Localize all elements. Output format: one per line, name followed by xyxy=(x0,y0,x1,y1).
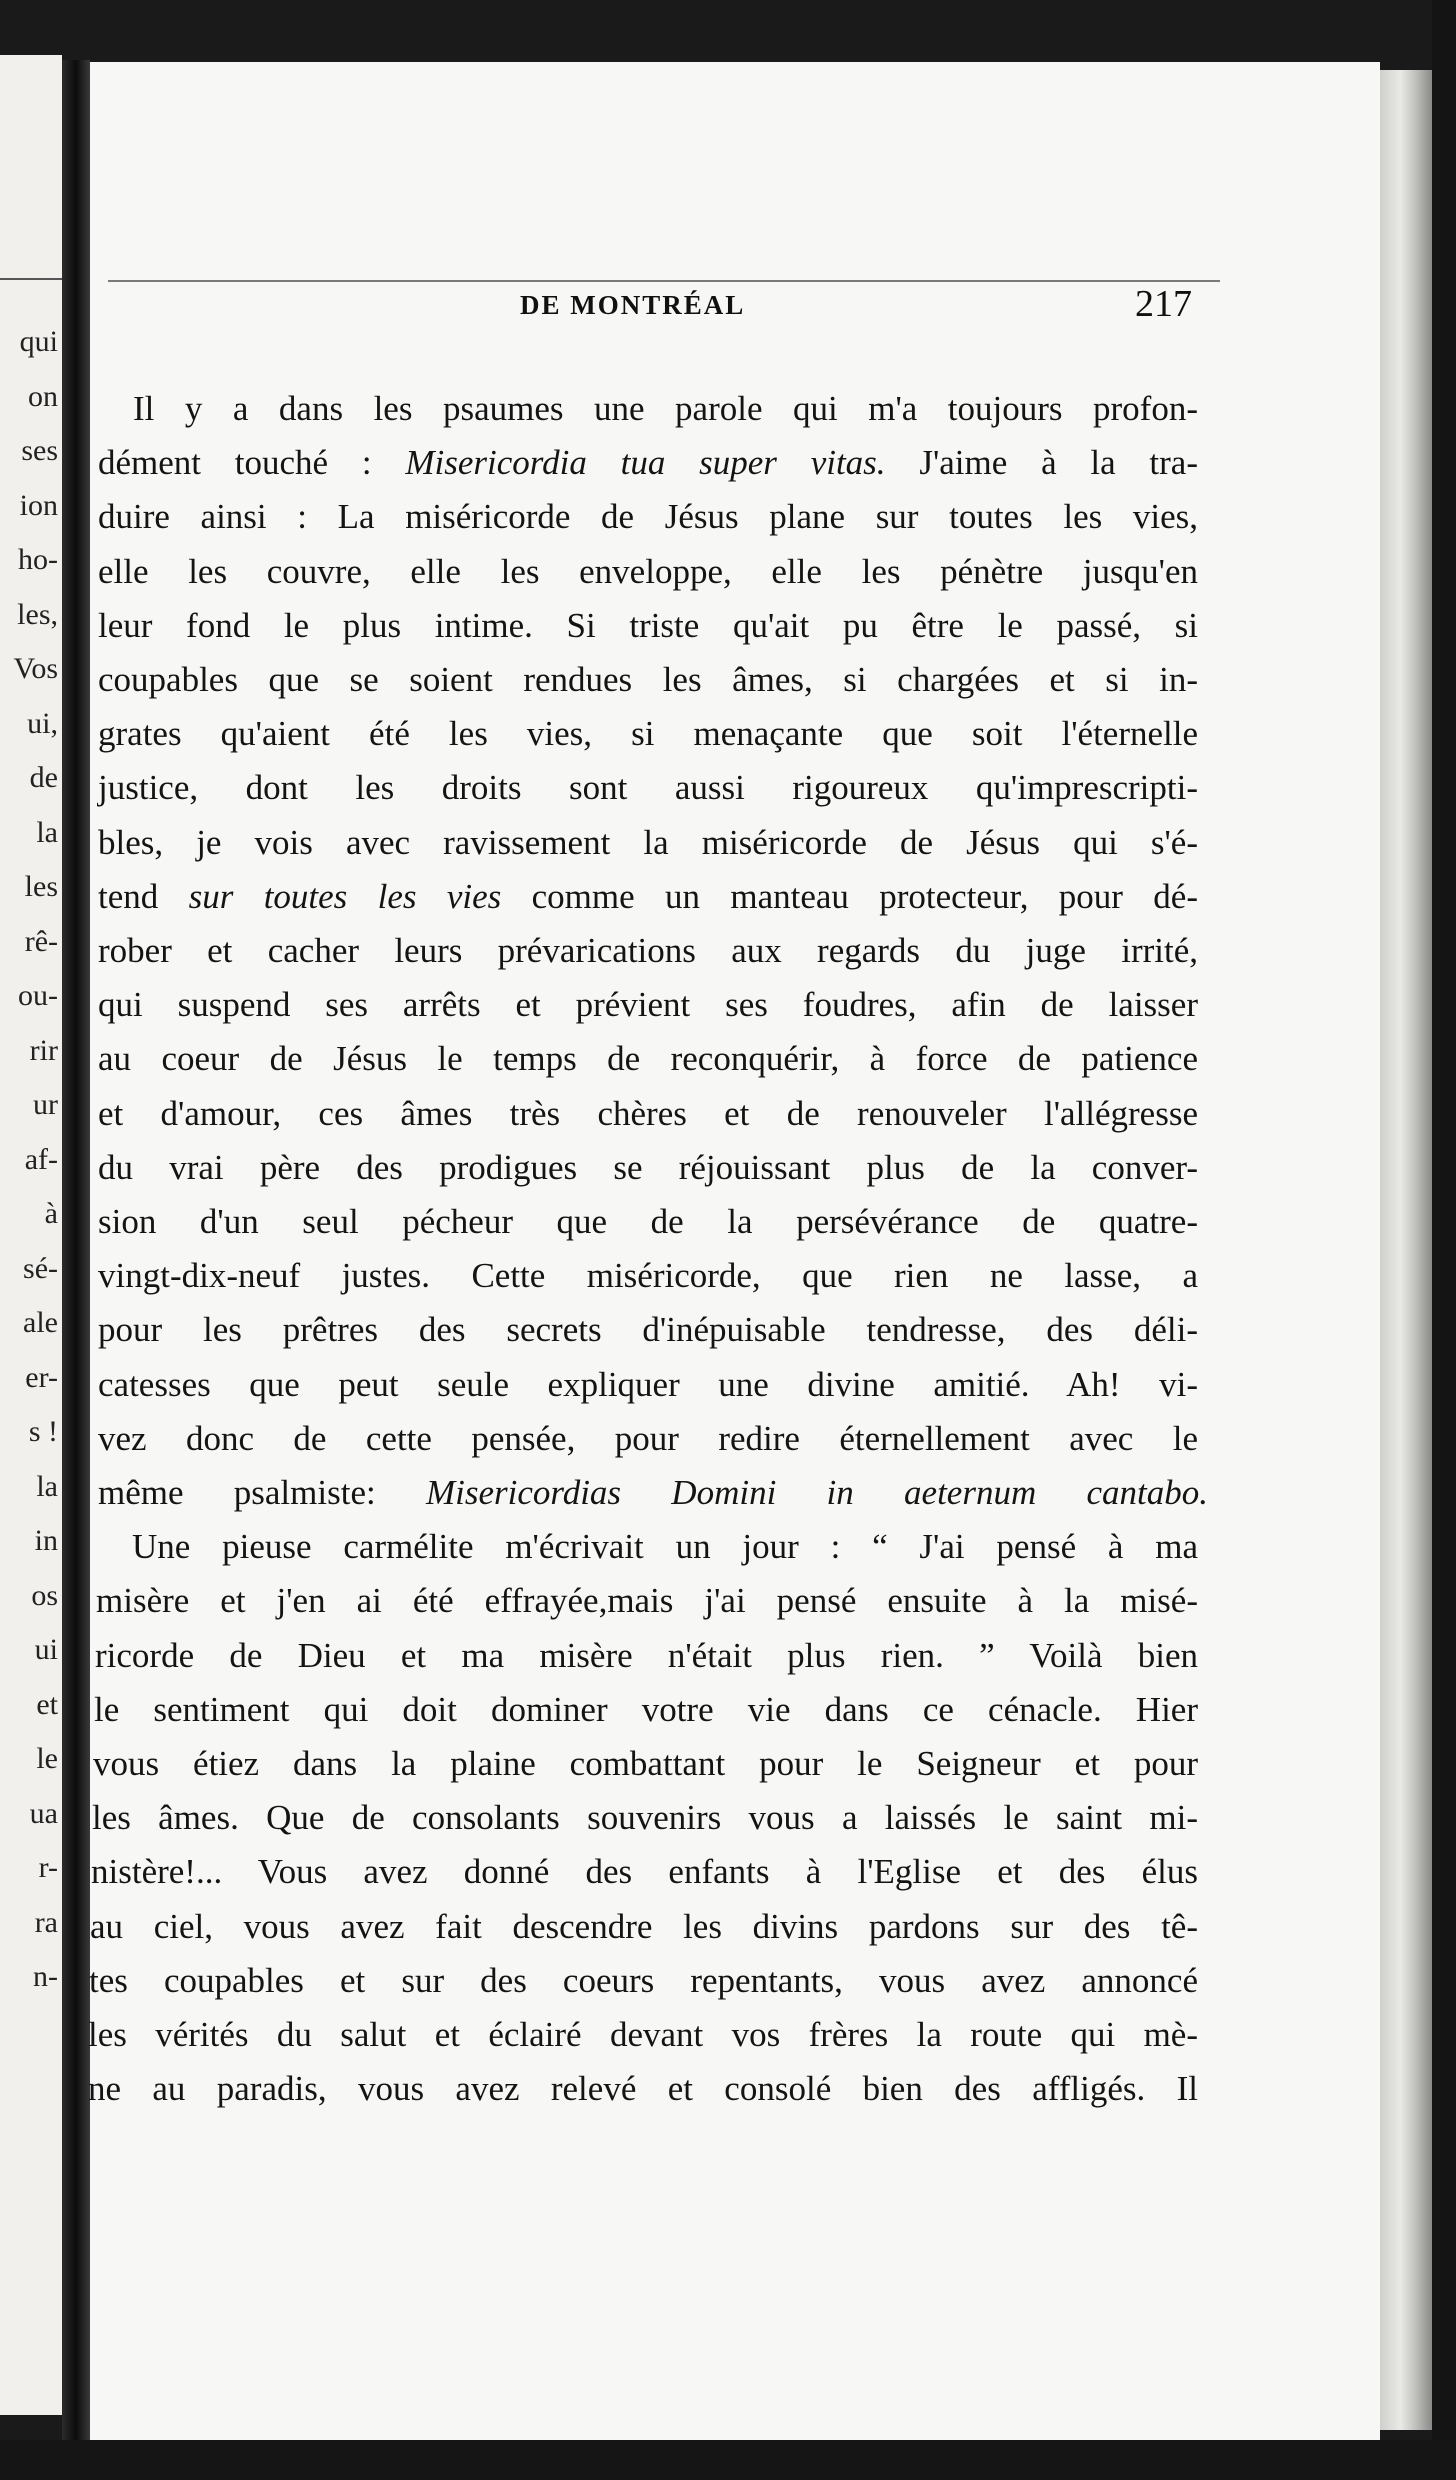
text-line: qui suspend ses arrêts et prévient ses foudres, afin de laisser xyxy=(98,985,1198,1025)
text-line: au ciel, vous avez fait descendre les divins pardons sur des tê- xyxy=(90,1906,1198,1946)
facing-page-text-fragment: rir xyxy=(29,1033,58,1067)
text-line: même psalmiste: Misericordias Domini in aeternum cantabo. xyxy=(98,1473,1208,1512)
book-page xyxy=(90,62,1380,2440)
page-stack-edge xyxy=(1380,70,1432,2430)
text-line: les âmes. Que de consolants souvenirs vous a laissés le saint mi- xyxy=(92,1798,1198,1838)
text-line: elle les couvre, elle les enveloppe, elle les pénètre jusqu'en xyxy=(98,551,1198,591)
text-line: dément touché : Misericordia tua super vitas. J'aime à la tra- xyxy=(98,443,1198,483)
text-line: bles, je vois avec ravissement la miséricorde de Jésus qui s'é- xyxy=(98,822,1198,862)
text-line: coupables que se soient rendues les âmes, si chargées et si in- xyxy=(98,660,1198,699)
text-line: ricorde de Dieu et ma misère n'était plus rien. ” Voilà bien xyxy=(95,1635,1198,1675)
facing-page-rule xyxy=(0,278,62,280)
facing-page-text-fragment: la xyxy=(36,1469,58,1503)
facing-page-fragment xyxy=(0,55,62,2415)
text-line: vingt-dix-neuf justes. Cette miséricorde, que rien ne lasse, a xyxy=(98,1256,1198,1296)
facing-page-text-fragment: sé- xyxy=(23,1251,58,1285)
facing-page-text-fragment: ou- xyxy=(18,979,58,1012)
page-header xyxy=(90,282,1380,332)
text-line: pour les prêtres des secrets d'inépuisable tendresse, des déli- xyxy=(98,1310,1198,1350)
facing-page-text-fragment: ui, xyxy=(27,706,58,740)
text-line: tend sur toutes les vies comme un manteau protecteur, pour dé- xyxy=(98,876,1198,916)
text-line: Il y a dans les psaumes une parole qui m'a toujours profon- xyxy=(133,389,1198,428)
text-line: au coeur de Jésus le temps de reconquérir, à force de patience xyxy=(98,1039,1198,1079)
book-gutter xyxy=(62,60,90,2440)
text-line: le sentiment qui doit dominer votre vie dans ce cénacle. Hier xyxy=(94,1689,1198,1729)
text-line: du vrai père des prodigues se réjouissant plus de la conver- xyxy=(98,1147,1198,1187)
facing-page-text-fragment: af- xyxy=(24,1142,58,1176)
facing-page-text-fragment: de xyxy=(29,761,58,794)
header-rule xyxy=(108,280,1220,282)
text-line: les vérités du salut et éclairé devant vos frères la route qui mè- xyxy=(88,2015,1198,2054)
facing-page-text-fragment: Vos xyxy=(13,652,58,685)
scan-border-bottom xyxy=(0,2440,1456,2480)
facing-page-text-fragment: les xyxy=(24,870,58,903)
facing-page-text-fragment: ale xyxy=(23,1306,58,1339)
facing-page-text-fragment: qui xyxy=(19,325,58,358)
text-line: duire ainsi : La miséricorde de Jésus plane sur toutes les vies, xyxy=(98,497,1198,537)
scan-border-right xyxy=(1432,0,1456,2480)
facing-page-text-fragment: r- xyxy=(38,1851,58,1884)
facing-page-text-fragment: à xyxy=(44,1197,58,1230)
facing-page-text-fragment: in xyxy=(34,1524,58,1557)
facing-page-text-fragment: ur xyxy=(33,1088,58,1121)
text-line: leur fond le plus intime. Si triste qu'ait pu être le passé, si xyxy=(98,605,1198,645)
facing-page-text-fragment: os xyxy=(31,1578,58,1612)
text-line: vez donc de cette pensée, pour redire éternellement avec le xyxy=(98,1418,1198,1458)
text-line: nistère!... Vous avez donné des enfants à l'Eglise et des élus xyxy=(91,1852,1198,1892)
facing-page-text-fragment: ion xyxy=(19,488,58,522)
text-line: ne au paradis, vous avez relevé et consolé bien des affligés. Il xyxy=(88,2069,1198,2109)
facing-page-text-fragment: la xyxy=(36,815,58,849)
text-line: justice, dont les droits sont aussi rigoureux qu'imprescripti- xyxy=(98,768,1198,808)
facing-page-text-fragment: et xyxy=(36,1687,58,1721)
text-line: tes coupables et sur des coeurs repentants, vous avez annoncé xyxy=(89,1960,1198,2000)
text-line: rober et cacher leurs prévarications aux regards du juge irrité, xyxy=(98,931,1198,970)
text-line: grates qu'aient été les vies, si menaçante que soit l'éternelle xyxy=(98,714,1198,754)
facing-page-text-fragment: s ! xyxy=(28,1415,58,1448)
text-line: misère et j'en ai été effrayée,mais j'ai pensé ensuite à la misé- xyxy=(96,1581,1198,1621)
text-line: et d'amour, ces âmes très chères et de renouveler l'allégresse xyxy=(98,1093,1198,1133)
text-line: Une pieuse carmélite m'écrivait un jour : “ J'ai pensé à ma xyxy=(132,1527,1198,1567)
text-line: vous étiez dans la plaine combattant pour le Seigneur et pour xyxy=(93,1744,1198,1783)
facing-page-text-fragment: on xyxy=(28,379,58,413)
facing-page-text-fragment: ua xyxy=(29,1796,58,1830)
facing-page-text-fragment: ui xyxy=(34,1633,58,1666)
facing-page-text-fragment: rê- xyxy=(24,924,58,958)
facing-page-text-fragment: ses xyxy=(21,434,58,467)
text-line: catesses que peut seule expliquer une divine amitié. Ah! vi- xyxy=(98,1364,1198,1404)
facing-page-text-fragment: er- xyxy=(25,1360,58,1394)
text-line: sion d'un seul pécheur que de la persévérance de quatre- xyxy=(98,1202,1198,1241)
facing-page-text-fragment: n- xyxy=(33,1960,58,1993)
running-head: DE MONTRÉAL xyxy=(520,290,746,320)
page-number: 217 xyxy=(1135,283,1192,325)
facing-page-text-fragment: les, xyxy=(17,597,58,631)
facing-page-text-fragment: ho- xyxy=(18,543,58,576)
facing-page-text-fragment: le xyxy=(36,1742,58,1775)
facing-page-text-fragment: ra xyxy=(34,1905,58,1939)
